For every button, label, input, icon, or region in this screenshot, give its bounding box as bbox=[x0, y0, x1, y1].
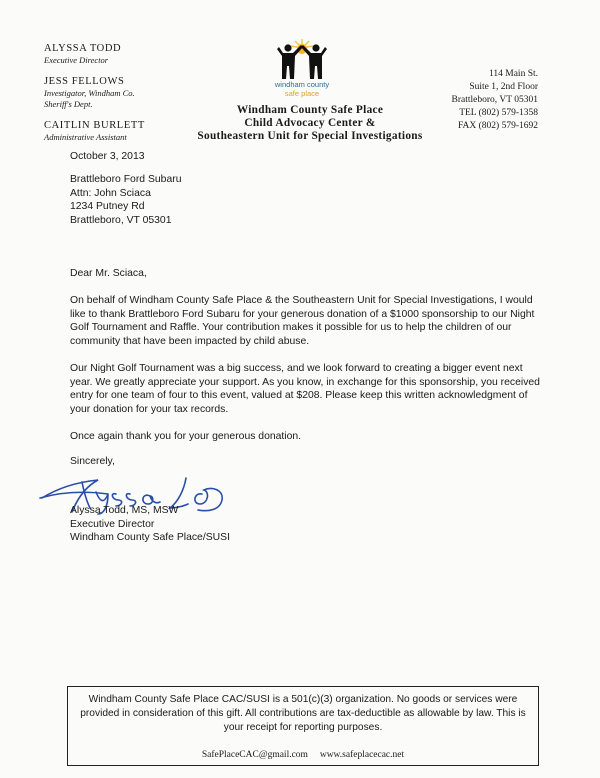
footer-website: www.safeplacecac.net bbox=[319, 750, 405, 760]
logo-figures-icon bbox=[274, 38, 330, 80]
paragraph-thanks: On behalf of Windham County Safe Place & the Southeastern Unit for Special Investigations, I would like to thank Brattleboro Ford Subaru for your generous donation of a $1000 sponsorship to our Night Golf Tournament and Raffle. Your contribution makes it possible for us to help the children of our community that have been impacted by child abuse. bbox=[70, 295, 535, 347]
safe-place-logo bbox=[262, 38, 342, 98]
address-suite: Suite 1, 2nd Floor bbox=[469, 82, 538, 92]
staff-member bbox=[44, 42, 204, 66]
staff-title: Investigator, Windham Co. Sheriff's Dept. bbox=[44, 88, 135, 109]
letter-date: October 3, 2013 bbox=[70, 151, 145, 162]
staff-title: Administrative Assistant bbox=[44, 132, 127, 142]
recipient-line: Attn: John Sciaca bbox=[70, 187, 151, 199]
address-city: Brattleboro, VT 05301 bbox=[451, 95, 538, 105]
recipient-line: 1234 Putney Rd bbox=[70, 201, 145, 213]
disclaimer-text: Windham County Safe Place CAC/SUSI is a 501(c)(3) organization. No goods or services were provided in consideration of this gift. All contributions are tax-deductible as allowable by law. This is your receipt for reporting purposes. bbox=[80, 694, 526, 733]
address-fax: FAX (802) 579-1692 bbox=[457, 121, 538, 131]
logo-text-county: windham county bbox=[274, 80, 330, 89]
staff-name: JESS FELLOWS bbox=[44, 76, 125, 87]
address-street: 114 Main St. bbox=[489, 69, 538, 79]
recipient-line: Brattleboro, VT 05301 bbox=[70, 214, 172, 226]
org-heading bbox=[170, 104, 450, 143]
signer-org: Windham County Safe Place/SUSI bbox=[70, 532, 230, 544]
staff-title: Executive Director bbox=[44, 55, 109, 65]
address-tel: TEL (802) 579-1358 bbox=[459, 108, 538, 118]
recipient-address bbox=[70, 173, 181, 227]
org-line-2: Child Advocacy Center & bbox=[244, 117, 376, 129]
footer-contact bbox=[68, 748, 538, 762]
footer-email: SafePlaceCAC@gmail.com bbox=[201, 750, 308, 760]
signer-name: Alyssa Todd, MS, MSW bbox=[70, 505, 179, 516]
signature-block bbox=[70, 504, 230, 545]
org-line-1: Windham County Safe Place bbox=[236, 104, 384, 116]
recipient-line: Brattleboro Ford Subaru bbox=[70, 174, 182, 185]
tax-disclaimer-box bbox=[67, 686, 539, 766]
staff-name: CAITLIN BURLETT bbox=[44, 120, 145, 131]
paragraph-closing-thanks: Once again thank you for your generous donation. bbox=[70, 431, 302, 442]
closing: Sincerely, bbox=[70, 456, 115, 467]
org-line-3: Southeastern Unit for Special Investigations bbox=[197, 130, 423, 142]
staff-name: ALYSSA TODD bbox=[44, 43, 122, 54]
org-address bbox=[452, 68, 538, 133]
logo-text-safe-place: safe place bbox=[284, 89, 320, 98]
signer-title: Executive Director bbox=[70, 518, 155, 530]
paragraph-tournament: Our Night Golf Tournament was a big success, and we look forward to creating a bigger event next year. We greatly appreciate your support. As you know, in exchange for this sponsorship, you received entry for one team of four to this event, valued at $208. Please keep this written acknowledgment of your donation for your tax records. bbox=[70, 363, 540, 415]
salutation: Dear Mr. Sciaca, bbox=[70, 268, 147, 279]
